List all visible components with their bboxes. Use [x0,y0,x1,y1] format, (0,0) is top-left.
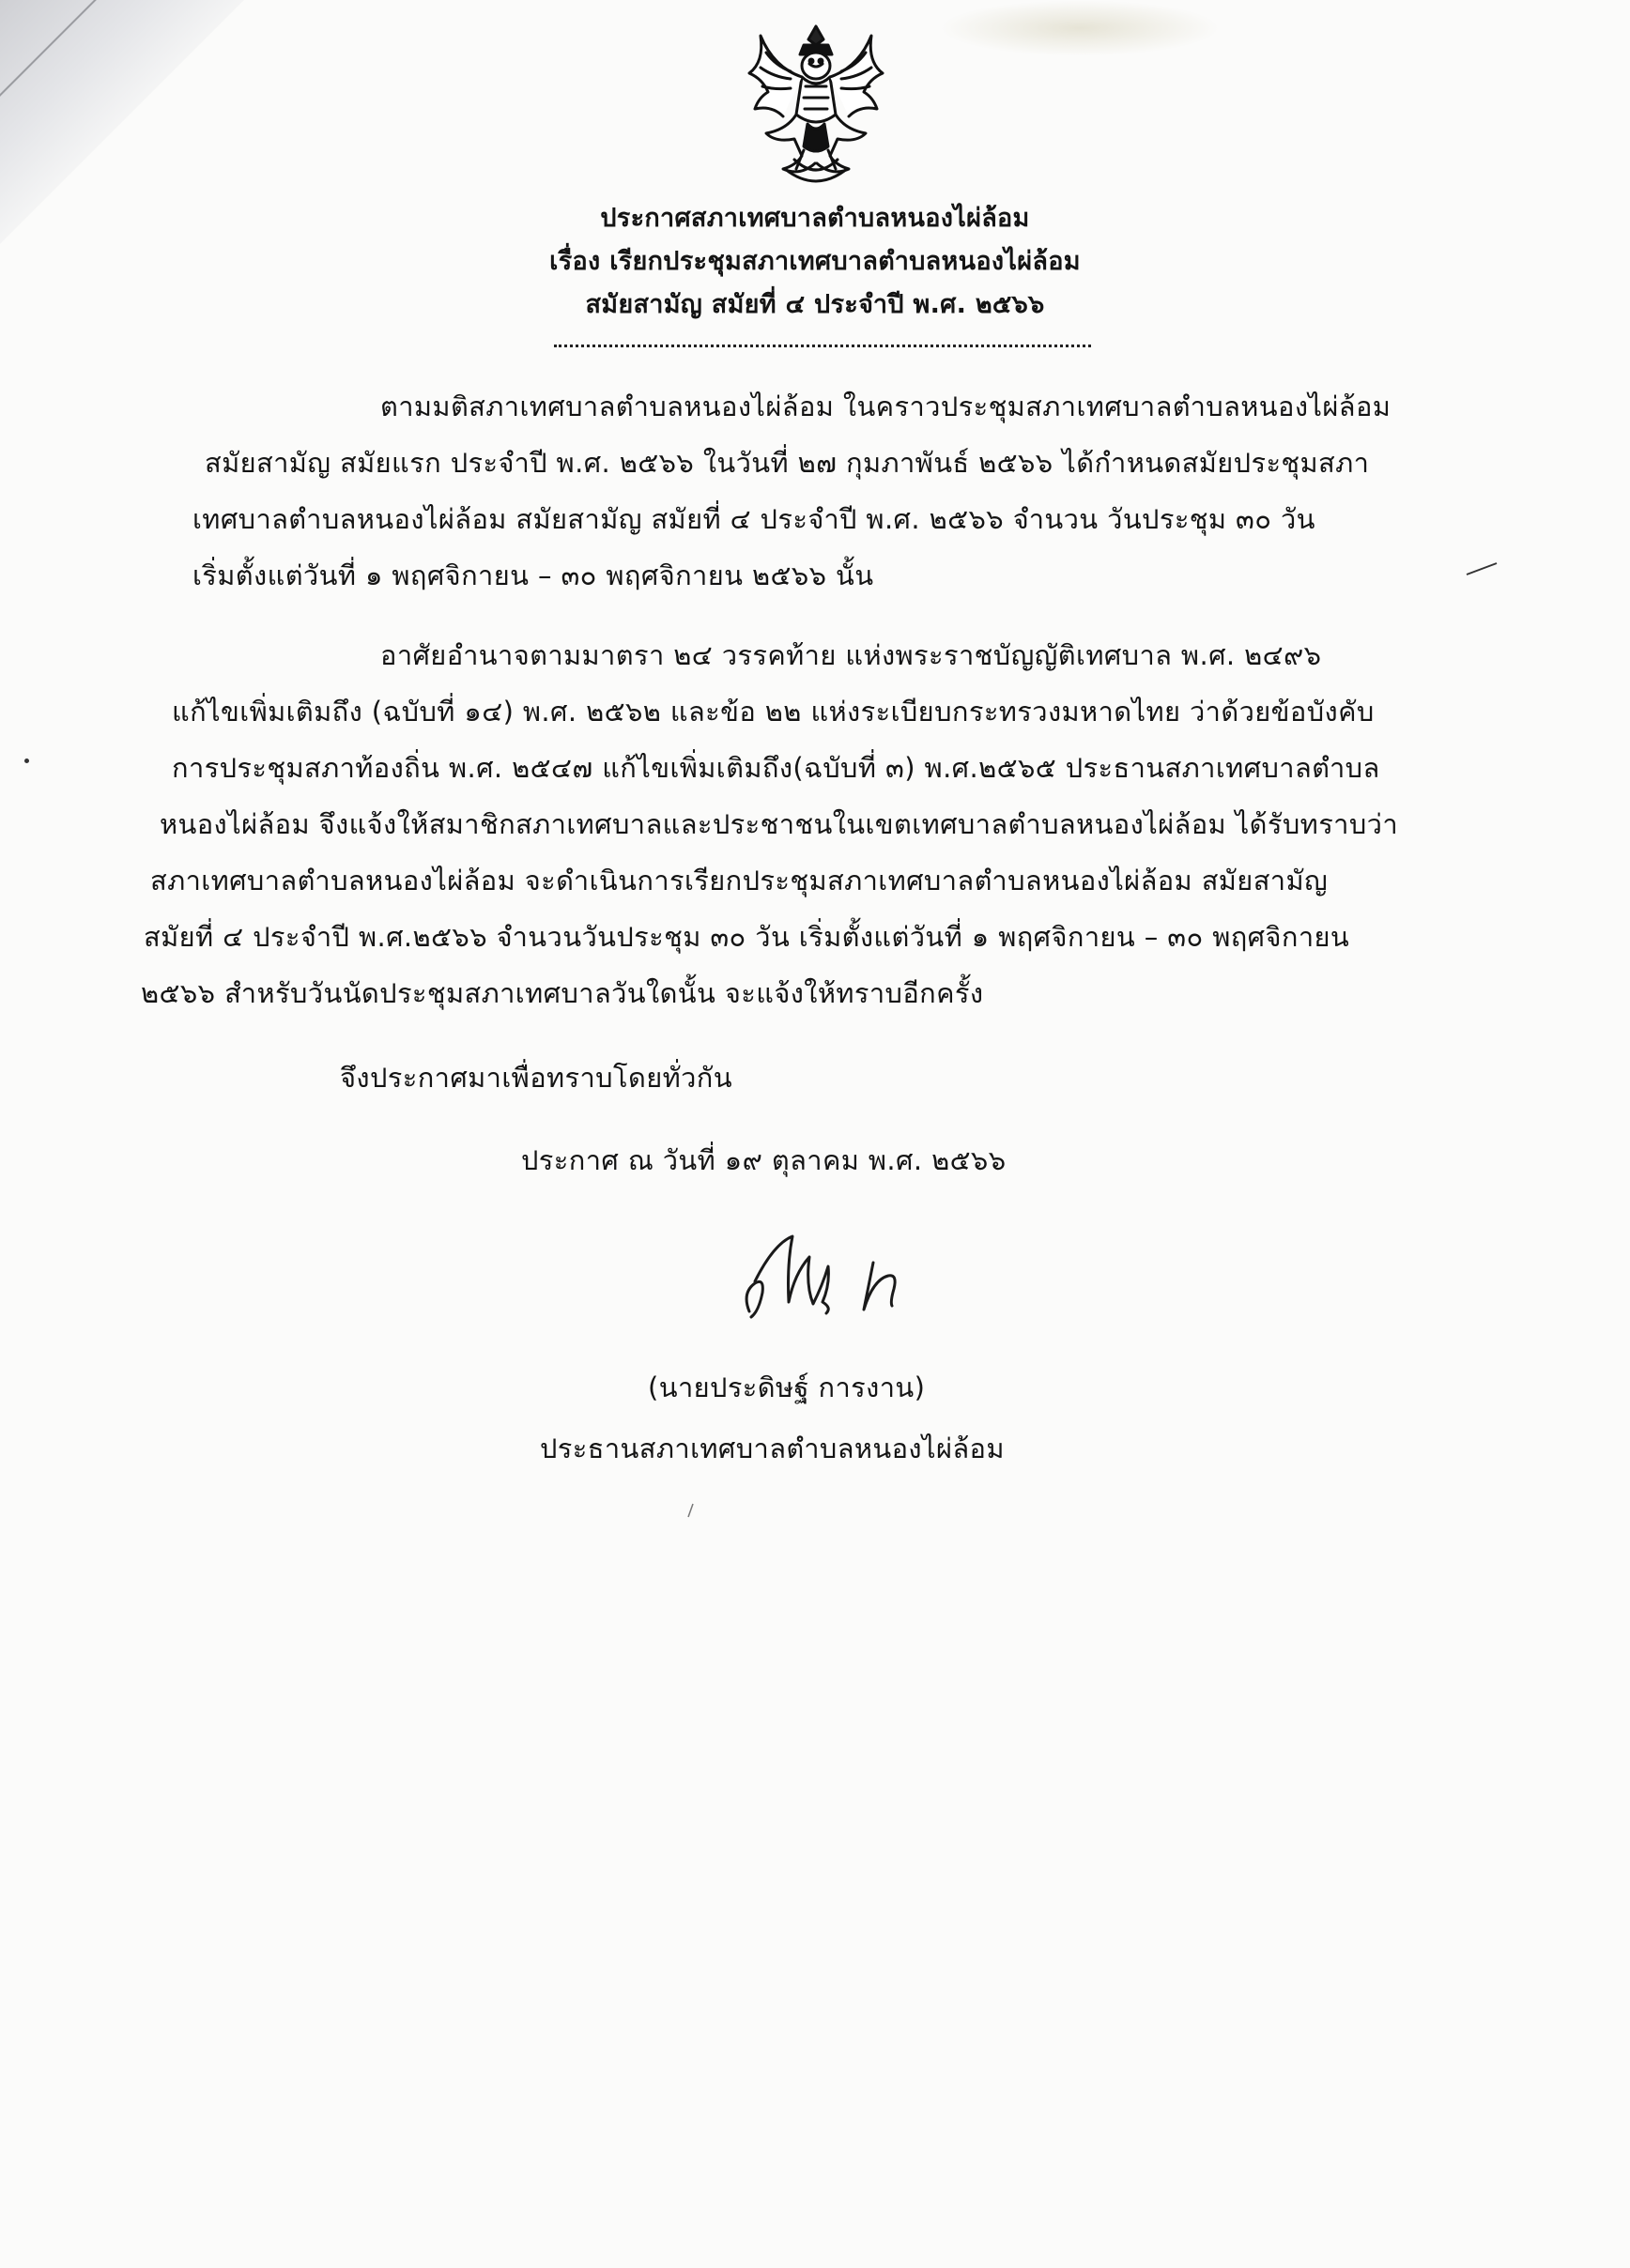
paragraph-2-line: อาศัยอำนาจตามมาตรา ๒๔ วรรคท้าย แห่งพระราชบัญญัติเทศบาล พ.ศ. ๒๔๙๖ [380,639,1322,671]
header-divider [554,342,1091,347]
paragraph-2-line: หนองไผ่ล้อม จึงแจ้งให้สมาชิกสภาเทศบาลและประชาชนในเขตเทศบาลตำบลหนองไผ่ล้อม ได้รับทราบว่า [160,808,1399,840]
announcement-title: ประกาศสภาเทศบาลตำบลหนองไผ่ล้อม [600,204,1030,233]
paragraph-2-line: แก้ไขเพิ่มเติมถึง (ฉบับที่ ๑๔) พ.ศ. ๒๕๖๒ และข้อ ๒๒ แห่งระเบียบกระทรวงมหาดไทย ว่าด้วยข้อบังคับ [172,696,1375,728]
signatory-name: (นายประดิษฐ์ การงาน) [648,1372,926,1403]
paragraph-1-line: สมัยสามัญ สมัยแรก ประจำปี พ.ศ. ๒๕๖๖ ในวันที่ ๒๗ กุมภาพันธ์ ๒๕๖๖ ได้กำหนดสมัยประชุมสภา [205,447,1370,479]
paragraph-1-line: เริ่มตั้งแต่วันที่ ๑ พฤศจิกายน – ๓๐ พฤศจิกายน ๒๕๖๖ นั้น [192,559,874,591]
paper-stain [939,0,1221,56]
handwritten-signature [732,1225,939,1338]
announcement-date: ประกาศ ณ วันที่ ๑๙ ตุลาคม พ.ศ. ๒๕๖๖ [521,1144,1007,1176]
signatory-title: ประธานสภาเทศบาลตำบลหนองไผ่ล้อม [540,1433,1005,1464]
stray-pen-mark [685,1502,695,1519]
stray-pen-mark [1465,561,1499,576]
paragraph-2-line: สภาเทศบาลตำบลหนองไผ่ล้อม จะดำเนินการเรียกประชุมสภาเทศบาลตำบลหนองไผ่ล้อม สมัยสามัญ [150,865,1329,896]
paragraph-2-line: การประชุมสภาท้องถิ่น พ.ศ. ๒๕๔๗ แก้ไขเพิ่มเติมถึง(ฉบับที่ ๓) พ.ศ.๒๕๖๕ ประธานสภาเทศบาลตำบล [172,752,1380,784]
paragraph-1-line: ตามมติสภาเทศบาลตำบลหนองไผ่ล้อม ในคราวประชุมสภาเทศบาลตำบลหนองไผ่ล้อม [380,391,1392,422]
paragraph-2-line: สมัยที่ ๔ ประจำปี พ.ศ.๒๕๖๖ จำนวนวันประชุม ๓๐ วัน เริ่มตั้งแต่วันที่ ๑ พฤศจิกายน – ๓๐ พฤศจิกายน [144,921,1350,953]
announcement-session: สมัยสามัญ สมัยที่ ๔ ประจำปี พ.ศ. ๒๕๖๖ [585,290,1045,319]
paragraph-1-line: เทศบาลตำบลหนองไผ่ล้อม สมัยสามัญ สมัยที่ ๔ ประจำปี พ.ศ. ๒๕๖๖ จำนวน วันประชุม ๓๐ วัน [192,503,1315,535]
garuda-emblem-icon [729,19,903,193]
stray-dot [24,759,29,763]
closing-statement: จึงประกาศมาเพื่อทราบโดยทั่วกัน [340,1062,732,1094]
announcement-subject: เรื่อง เรียกประชุมสภาเทศบาลตำบลหนองไผ่ล้อม [549,247,1081,276]
paragraph-2-line: ๒๕๖๖ สำหรับวันนัดประชุมสภาเทศบาลวันใดนั้น จะแจ้งให้ทราบอีกครั้ง [141,977,984,1009]
